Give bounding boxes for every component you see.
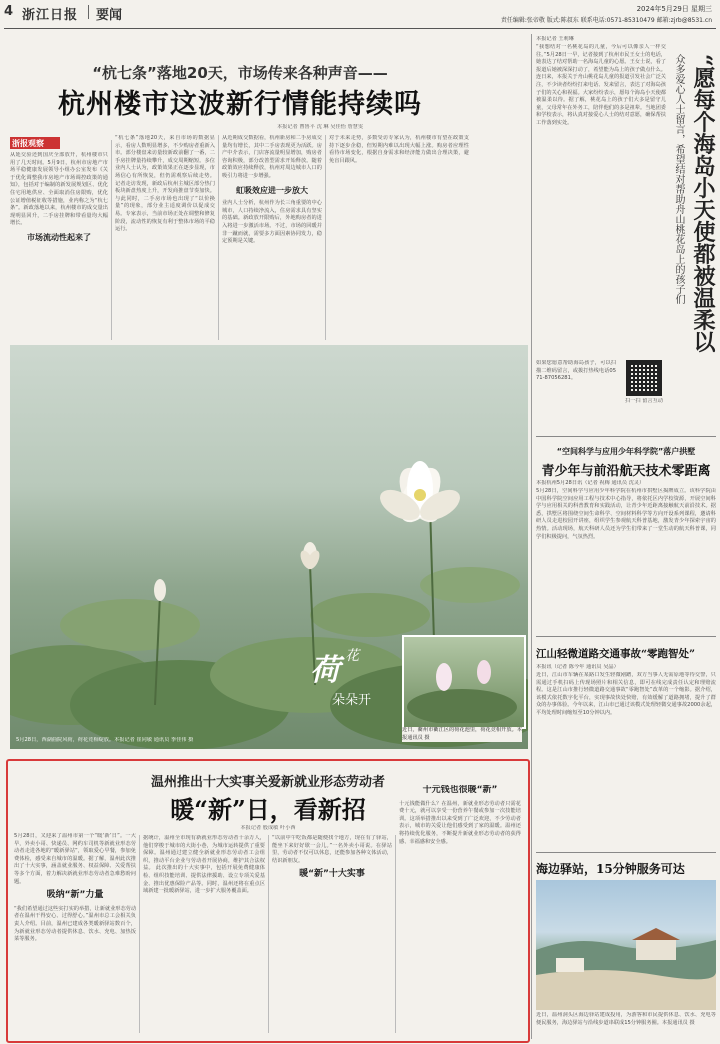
lead-paragraph-4: 从近期成交数据看，杭州新房和二手房成交量均有增长，其中二手房表现更为活跃。房产中介表示，门店客流量明显增加，购房者咨询积极，部分改善型需求开始释放。随着政策效应持续释放，杭州对周边城市人口的吸引力将进一步增强。 [222, 135, 322, 179]
col-divider [325, 135, 326, 340]
lead-paragraph-6: 对于未来走势，多数受访专家认为，杭州楼市有望在政策支持下逐步企稳，但短期内难以出现大幅上涨。购房者应理性看待市场变化，根据自身需求和经济能力做出合理决策，避免盲目跟风。 [329, 135, 469, 164]
section-rule [536, 636, 716, 637]
feature-byline: 本报记者 殷成敏 叶小西 [240, 825, 296, 831]
lotus-photo [10, 345, 528, 749]
lead-subhead-1: 市场流动性起来了 [27, 232, 91, 242]
feature-subhead-2: 暖“新”十大实事 [299, 869, 365, 880]
lead-headline: 杭州楼市这波新行情能持续吗 [58, 89, 422, 120]
lead-paragraph-5: 业内人士分析，杭州作为长三角重要的中心城市，人口持续净流入，住房需求具有坚实的基础。新政放开限购后，外地购房者的进入将进一步激活市场。不过，市场的回暖并非一蹴而就，需要多方面因素协同发力，稳定预期是关键。 [222, 200, 322, 245]
story3-body: 近日，江山市车辆在某路口发生轻微剐蹭，双方当事人无需原地等待交警，只需通过手机扫码上传现场照片和相关信息，即可在线完成责任认定和理赔流程。这是江山市推行轻微道路交通事故“零跑智处”改革的一个缩影。据介绍，该模式依托数字化平台，实现事故快处快赔，有效缓解了道路拥堵，提升了群众的办事体验。今年以来，江山市已通过该模式处理轻微交通事故2000余起，平均处理时间缩短至10分钟以内。 [536, 672, 716, 716]
col-divider [395, 835, 396, 1033]
poem-char-2: 花 [345, 648, 360, 664]
col-divider [218, 135, 219, 340]
inset-caption: 近日，衢州市衢江区的荷花池里，荷花竞相开放。本报通讯员 摄 [402, 727, 522, 741]
photo-poem [310, 645, 371, 708]
story2-kicker: “空间科学与应用少年科学院”落户拱墅 [556, 447, 696, 456]
feature-paragraph-5: “以前中午吃饭都是随便找个地方，现在有了驿站，能坐下来好好歇一会儿。”一名外卖小哥说。在驿站里，劳动者不仅可以休息，还能参加各种文体活动，结识新朋友。 [272, 835, 392, 864]
story2-body: 5月28日，空间科学与应用少年科学院在杭州市拱墅区揭牌成立。该科学院由中国科学院空间应用工程与技术中心指导，将依托区内学校资源，开展空间科学与应用相关的科普教育和实践活动，让青少年近距离接触航天前沿技术。据悉，拱墅区将围绕空间生命科学、空间材料科学等方向开设系列课程，邀请科研人员走进校园开讲座，组织学生参观航天科普基地，激发青少年探索宇宙的热情。活动现场，航天科研人员还为学生们带来了一堂生动的航天科普课，同学们积极提问，气氛热烈。 [536, 488, 716, 540]
masthead-editors: 责任编辑:张帝敬 版式:陈叔东 联系电话:0571-85310479 邮箱:zjrb@8531.cn [500, 17, 712, 24]
lead-subhead-2: 虹吸效应进一步放大 [236, 185, 308, 195]
lead-column-4 [329, 135, 469, 340]
beach-illustration [536, 880, 716, 1010]
section-name: 要闻 [96, 8, 123, 23]
section-rule [536, 436, 716, 437]
inset-illustration [404, 637, 520, 723]
section-rule [536, 852, 716, 853]
lead-column-2 [115, 135, 215, 340]
side-subhead: 众多爱心人士留言，希望结对帮助舟山桃花岛上的孩子们 [673, 54, 684, 304]
page-col-divider [531, 34, 532, 1039]
lead-paragraph-1: 从延交验还到国庆全部放开，杭州楼市只用了几天时间。5月9日，杭州市房地产市场平稳健康发展领导小组办公室发布《关于优化调整我市房地产市场调控政策的通知》，包括对于编制的新发展规划区、优化住宅用地供应、全面取消住房限购，优化公证增值税征收等措施，业内称之为“杭七条”。新政落地以来，杭州楼市的成交量出现明显回升，二手房挂牌和带看量均大幅增长。 [10, 152, 108, 227]
story3-headline: 江山轻微道路交通事故“零跑智处” [536, 648, 696, 660]
story2-byline: 本报杭州5月28日讯（记者 祝梅 通讯员 沈灵） [536, 480, 645, 486]
feature-box [6, 759, 530, 1043]
photo-caption: 5月28日，西湖曲院风荷，荷花竞相绽放。本报记者 崔同敏 通讯员 季佳伟 摄 [16, 737, 194, 743]
story4-caption: 近日，温州洞头区海边驿站建成投用，为游客和市民提供休息、饮水、充电等便民服务，海边驿站与沿线步道串联成15分钟服务圈。本报通讯员 摄 [536, 1012, 716, 1026]
masthead-divider [88, 5, 89, 19]
column-tag-label: 浙报观察 [12, 139, 44, 148]
lead-kicker: “杭七条”落地20天，市场传来各种声音—— [92, 64, 388, 82]
side-note: 如果您愿意帮助海岛孩子，可以扫描二维码留言，或拨打热线电话0571-87056281。 [536, 360, 616, 382]
col-divider [111, 140, 112, 340]
feature-paragraph-1: 5月28日，又迎来了温州市第一个“暖‘新’日”。一大早，外卖小哥、快递员、网约车司机等新就业形态劳动者走进各地的“暖新驿站”，领取爱心早餐，参加免费体检，感受来自城市的温暖。据了解，温州此次推出了十大实事，涵盖就业服务、权益保障、关爱帮扶等多个方面，着力解决新就业形态劳动者急难愁盼问题。 [14, 833, 136, 885]
feature-column-1 [14, 833, 136, 1033]
paper-name-logo: 浙江日报 [22, 8, 79, 23]
col-divider [139, 835, 140, 1033]
feature-paragraph-2: “我们希望通过这些实打实的举措，让新就业形态劳动者在温州干得安心、过得舒心。”温州市总工会相关负责人介绍。目前，温州已建成各类暖新驿站数百个，为新就业形态劳动者提供休息、饮水、充电、加热饭菜等服务。 [14, 905, 136, 943]
feature-column-2 [143, 835, 265, 1033]
inset-photo [402, 635, 526, 729]
masthead-date: 2024年5月29日 星期三 [636, 5, 712, 13]
beach-photo [536, 880, 716, 1010]
col-divider [268, 835, 269, 1033]
story4-headline: 海边驿站，15分钟服务可达 [536, 862, 685, 876]
feature-column-4 [399, 785, 521, 1033]
story3-byline: 本报讯（记者 陈今年 通讯员 吴晶） [536, 664, 619, 670]
feature-paragraph-4: 此次推出的十大实事中，包括开展免费健康体检、组织技能培训、提供法律援助、设立专项关爱基金、推出优惠保险产品等。同时，温州还将在重点区域新建一批暖新驿站，进一步扩大服务覆盖面。 [143, 865, 265, 895]
feature-kicker: 温州推出十大实事关爱新就业形态劳动者 [150, 775, 385, 790]
side-byline: 本报记者 王莉琳 [536, 36, 574, 42]
poem-line-2: 朵朵开 [332, 693, 372, 708]
lead-byline: 本报记者 曹鲁平 沈 琳 吴佳怡 詹慧雯 [276, 124, 364, 130]
qr-label: 扫一扫 留言互动 [625, 398, 663, 404]
lead-column-3 [222, 135, 322, 340]
poem-char-1: 荷 [310, 653, 340, 688]
side-body: “我想结对一名桃花岛的儿童，今后可以像亲人一样交往。”5月28日一早，记者接到了杭州市民王女士的电话，她表达了结对帮助一名海岛儿童的心愿。王女士说，看了报道后她被深深打动了，希望能为岛上的孩子做点什么。连日来，本报关于舟山桃花岛儿童的报道引发社会广泛关注，不少读者纷纷打来电话、发来留言，表达了对海岛孩子们的关心和祝福。大家纷纷表示，愿每个海岛小天使都被温柔以待。据了解，桃花岛上的孩子们大多是留守儿童，父母常年在外务工，陪伴他们的多是祖辈。当地团委和学校表示，将认真对接爱心人士的结对意愿，确保帮扶工作落到实处。 [536, 44, 666, 126]
feature-headline: 暖“新”日，看新招 [170, 795, 366, 824]
feature-subhead-3: 十元钱也很暖“新” [422, 785, 498, 795]
qr-code[interactable] [626, 360, 662, 396]
side-headline: “愿每个海岛小天使都被温柔以 [690, 54, 716, 353]
feature-subhead-1: 吸纳“新”力量 [46, 890, 104, 901]
feature-paragraph-3: 据统计，温州全市现有新就业形态劳动者十余万人，他们穿梭于城市的大街小巷，为城市运转提供了重要保障。温州通过建立健全新就业形态劳动者工会组织，推动平台企业与劳动者开展协商，维护其合法权益。 [143, 835, 265, 872]
story2-headline: 青少年与前沿航天技术零距离 [541, 464, 711, 479]
feature-paragraph-6: 十元钱能做什么？在温州，新就业形态劳动者只需花费十元，就可以享受一份营养午餐或参加一次技能培训。这项举措推出以来受到了广泛欢迎，不少劳动者表示，城市的关爱让他们感受到了家的温暖。温州还将持续优化服务，不断提升新就业形态劳动者的获得感、幸福感和安全感。 [399, 800, 521, 845]
lead-paragraph-2: “杭七条”落地20天，来自市场的数据显示，看房人数明显增多，不少购房者重新入市。部分楼盘来访量较新政前翻了一番，二手房挂牌量持续攀升，成交周期缩短。多位业内人士认为，政策效果正在逐步显现，市场信心有所恢复，但仍需观察后续走势。 [115, 135, 215, 179]
masthead-rule [4, 28, 716, 29]
lead-paragraph-3: 记者走访发现，新政后杭州主城区部分热门板块新盘热度上升，开发商推盘节奏加快。与此同时，二手房市场也出现了“以价换量”的现象，部分业主适度调价以促成交易。专家表示，当前市场正处在调整和修复阶段，流动性的恢复有利于整体市场的平稳运行。 [115, 180, 215, 233]
lead-column-1 [10, 152, 108, 342]
side-story [536, 34, 716, 434]
page-number: 4 [4, 4, 14, 19]
feature-column-3 [272, 835, 392, 1033]
